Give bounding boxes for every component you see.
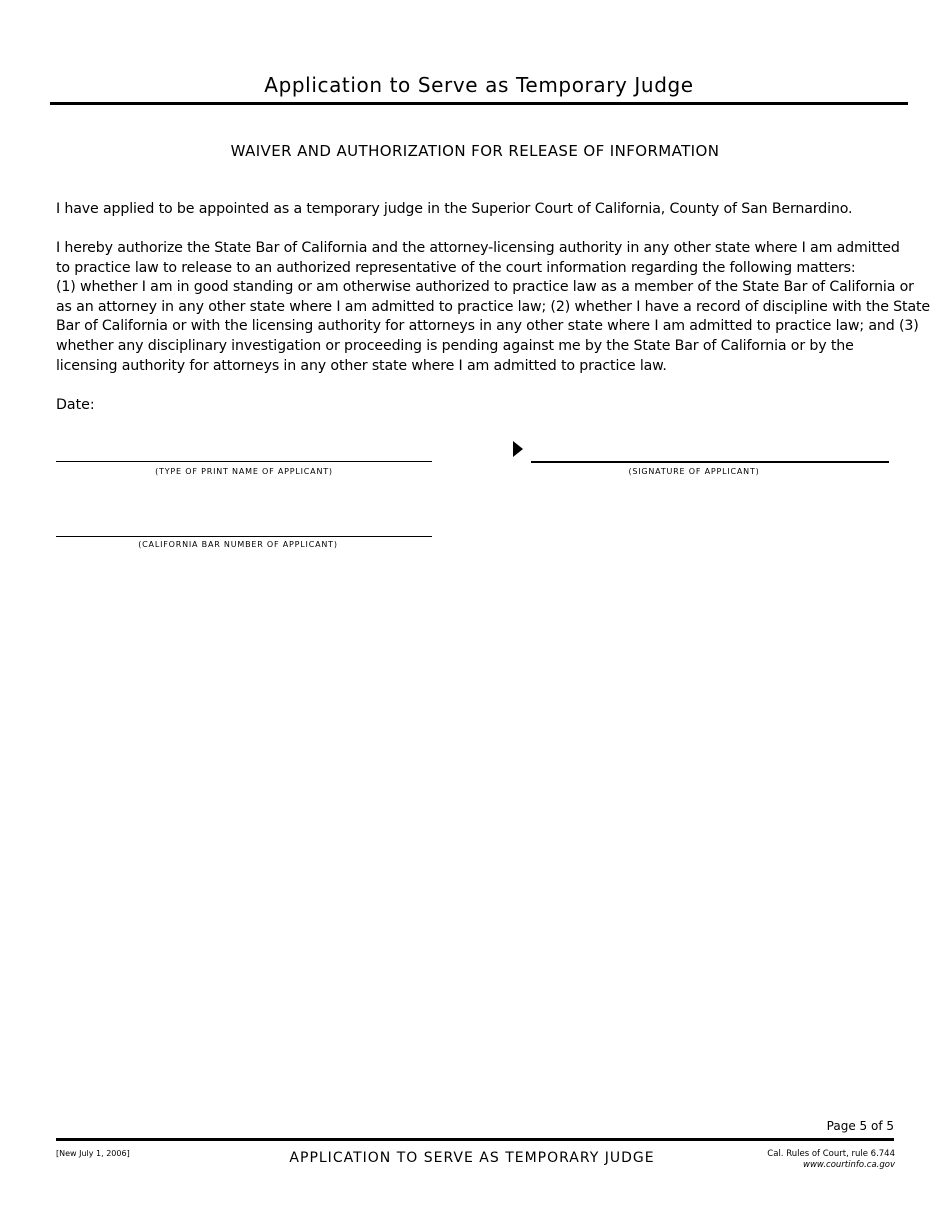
- website-link[interactable]: www.courtinfo.ca.gov: [803, 1160, 895, 1170]
- page-number: Page 5 of 5: [826, 1119, 894, 1133]
- footer-rule: [56, 1138, 894, 1141]
- rule-reference: Cal. Rules of Court, rule 6.744: [767, 1149, 895, 1159]
- bar-number-caption: (CALIFORNIA BAR NUMBER OF APPLICANT): [138, 540, 338, 549]
- signature-field[interactable]: [531, 461, 889, 463]
- authorization-line: licensing authority for attorneys in any other state where I am admitted to practice law.: [56, 357, 667, 374]
- intro-paragraph: I have applied to be appointed as a temporary judge in the Superior Court of California, County of San Bernardino.: [56, 201, 853, 217]
- form-date: [New July 1, 2006]: [56, 1149, 130, 1158]
- date-label: Date:: [56, 397, 95, 413]
- page-title: Application to Serve as Temporary Judge: [264, 73, 694, 97]
- authorization-line: to practice law to release to an authorized representative of the court information regarding the following matters:: [56, 259, 856, 276]
- section-heading: WAIVER AND AUTHORIZATION FOR RELEASE OF INFORMATION: [230, 142, 720, 160]
- footer-form-title: APPLICATION TO SERVE AS TEMPORARY JUDGE: [289, 1150, 655, 1166]
- arrow-right-icon: [513, 441, 523, 457]
- print-name-field[interactable]: [56, 461, 432, 462]
- authorization-paragraph: [56, 239, 930, 376]
- authorization-line: (1) whether I am in good standing or am otherwise authorized to practice law as a member of the State Bar of California or: [56, 279, 914, 296]
- footer-reference: [700, 1149, 895, 1171]
- print-name-caption: (TYPE OF PRINT NAME OF APPLICANT): [155, 467, 333, 476]
- authorization-line: whether any disciplinary investigation or proceeding is pending against me by the State Bar of California or by the: [56, 337, 854, 354]
- authorization-line: Bar of California or with the licensing authority for attorneys in any other state where I am admitted to practice law; and (3): [56, 318, 919, 335]
- bar-number-field[interactable]: [56, 536, 432, 537]
- authorization-line: I hereby authorize the State Bar of California and the attorney-licensing authority in any other state where I am admitted: [56, 240, 900, 256]
- title-rule: [50, 102, 908, 105]
- authorization-line: as an attorney in any other state where I am admitted to practice law; (2) whether I have a record of discipline with the State: [56, 298, 930, 315]
- signature-caption: (SIGNATURE OF APPLICANT): [628, 467, 760, 476]
